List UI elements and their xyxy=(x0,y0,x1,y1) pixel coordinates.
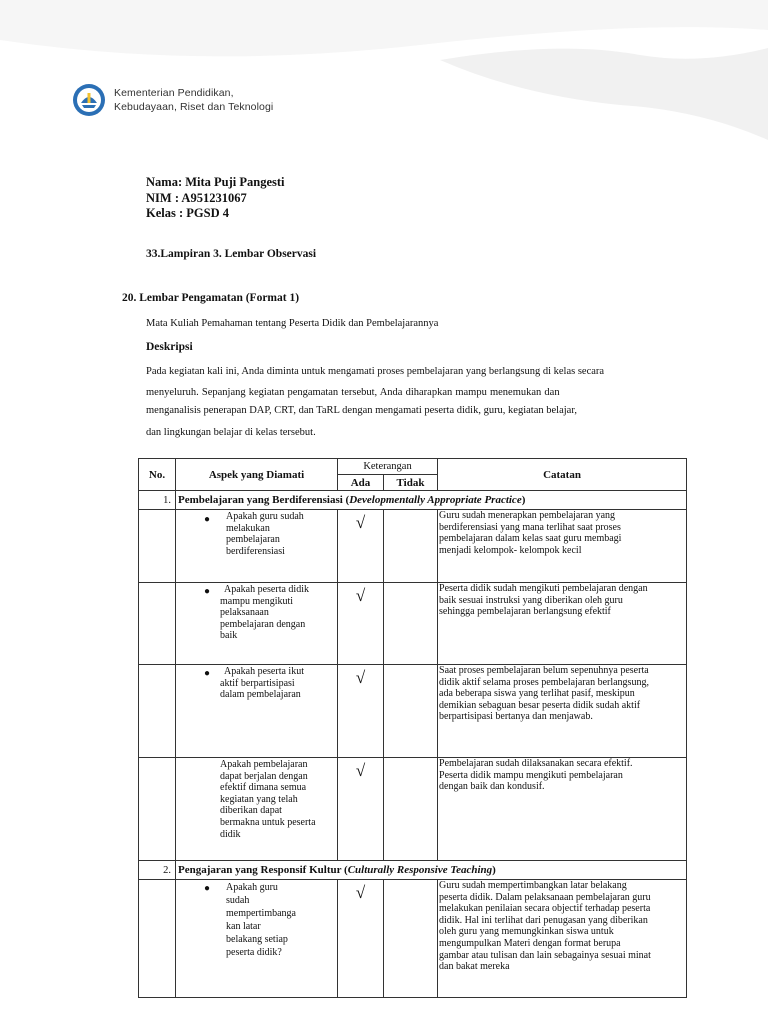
check-icon: √ xyxy=(355,883,366,902)
catatan-cell: Guru sudah menerapkan pembelajaran yang berdiferensiasi yang mana terlihat saat proses pembelajaran dalam kelas saat guru membagi menjadi kelompok- kelompok kecil xyxy=(438,510,687,583)
table-row xyxy=(139,583,687,665)
tut-wuri-handayani-logo-icon xyxy=(72,83,106,117)
section-number: 1. xyxy=(139,491,176,510)
section-row-1 xyxy=(139,491,687,510)
tidak-cell xyxy=(384,665,438,758)
tidak-cell xyxy=(384,510,438,583)
table-row xyxy=(139,665,687,758)
header-decoration xyxy=(0,0,768,140)
header-keterangan: Keterangan xyxy=(338,459,438,475)
check-icon: √ xyxy=(355,668,366,687)
observation-sheet-heading: 20. Lembar Pengamatan (Format 1) xyxy=(122,292,300,304)
table-row xyxy=(139,758,687,861)
catatan-cell: Pembelajaran sudah dilaksanakan secara efektif. Peserta didik mampu mengikuti pembelajaran dengan baik dan kondusif. xyxy=(438,758,687,861)
table-row xyxy=(139,880,687,998)
section-number: 2. xyxy=(139,861,176,880)
aspek-cell xyxy=(176,665,338,758)
tidak-cell xyxy=(384,758,438,861)
header-ada: Ada xyxy=(338,475,384,491)
check-icon: √ xyxy=(355,586,366,605)
ministry-name-line-1: Kementerian Pendidikan, xyxy=(114,87,234,99)
ministry-name-line-2: Kebudayaan, Riset dan Teknologi xyxy=(114,101,274,113)
section-title: Pembelajaran yang Berdiferensiasi (Developmentally Appropriate Practice) xyxy=(176,491,687,510)
catatan-cell: Saat proses pembelajaran belum sepenuhnya peserta didik aktif selama proses pembelajaran berlangsung, ada beberapa siswa yang terlihat pasif, meskipun demikian sebaguan besar peserta didik sudah aktif berpartisipasi bertanya dan menjawab. xyxy=(438,665,687,758)
tidak-cell xyxy=(384,583,438,665)
aspek-cell xyxy=(176,510,338,583)
ada-check-cell xyxy=(338,583,384,665)
aspek-text: Apakah peserta didik mampu mengikuti pelaksanaan pembelajaran dengan baik xyxy=(220,584,309,642)
table-row xyxy=(139,510,687,583)
description-line: Pada kegiatan kali ini, Anda diminta untuk mengamati proses pembelajaran yang berlangsung di kelas secara xyxy=(146,366,605,377)
bullet-icon: ● xyxy=(204,586,211,597)
aspek-cell xyxy=(176,583,338,665)
aspek-text: Apakah guru sudah xyxy=(226,511,304,522)
description-line: menganalisis penerapan DAP, CRT, dan TaRL dengan mengamati peserta didik, guru, kegiatan belajar, xyxy=(146,405,578,416)
student-nim: NIM : A951231067 xyxy=(146,190,247,205)
aspek-text: Apakah guru sudah mempertimbanga kan latar belakang setiap peserta didik? xyxy=(226,882,296,958)
check-icon: √ xyxy=(355,761,366,780)
ada-check-cell xyxy=(338,510,384,583)
header-aspek: Aspek yang Diamati xyxy=(176,459,338,491)
ada-check-cell xyxy=(338,665,384,758)
ada-check-cell xyxy=(338,880,384,998)
observation-table xyxy=(138,458,687,998)
aspek-text: Apakah pembelajaran dapat berjalan dengan efektif dimana semua kegiatan yang telah diberikan dapat bermakna untuk peserta didik xyxy=(220,759,316,840)
aspek-cell xyxy=(176,758,338,861)
student-class: Kelas : PGSD 4 xyxy=(146,206,229,220)
table-header-row xyxy=(139,459,687,475)
section-title: Pengajaran yang Responsif Kultur (Culturally Responsive Teaching) xyxy=(176,861,687,880)
aspek-text-cont: melakukan pembelajaran berdiferensiasi xyxy=(226,522,285,557)
section-row-2 xyxy=(139,861,687,880)
aspek-text: Apakah peserta ikut aktif berpartisipasi dalam pembelajaran xyxy=(220,666,304,701)
bullet-icon: ● xyxy=(204,514,211,525)
description-line: menyeluruh. Sepanjang kegiatan pengamatan tersebut, Anda diharapkan mampu menemukan dan xyxy=(146,387,560,398)
description-heading: Deskripsi xyxy=(146,341,193,353)
header-no: No. xyxy=(139,459,176,491)
tidak-cell xyxy=(384,880,438,998)
description-line: dan lingkungan belajar di kelas tersebut. xyxy=(146,427,316,438)
catatan-cell: Guru sudah mempertimbangkan latar belakang peserta didik. Dalam pelaksanaan pembelajaran guru melakukan penilaian secara objectif terhadap peserta didik. Hal ini terlihat dari penugasan yang diberikan oleh guru yang memungkinkan siswa untuk mengumpulkan Materi dengan format berupa gambar atau tulisan dan lain sebagainya sesuai minat dan bakat mereka xyxy=(438,880,687,998)
student-identity xyxy=(146,175,285,222)
header-tidak: Tidak xyxy=(384,475,438,491)
student-name: Nama: Mita Puji Pangesti xyxy=(146,175,285,189)
aspek-cell xyxy=(176,880,338,998)
check-icon: √ xyxy=(355,513,366,532)
bullet-icon: ● xyxy=(204,668,211,679)
catatan-cell: Peserta didik sudah mengikuti pembelajaran dengan baik sesuai instruksi yang diberikan oleh guru sehingga pembelajaran berlangsung efektif xyxy=(438,583,687,665)
appendix-heading: 33.Lampiran 3. Lembar Observasi xyxy=(146,248,317,260)
ada-check-cell xyxy=(338,758,384,861)
course-name: Mata Kuliah Pemahaman tentang Peserta Didik dan Pembelajarannya xyxy=(146,318,439,329)
ministry-header xyxy=(72,83,273,117)
header-catatan: Catatan xyxy=(438,459,687,491)
bullet-icon: ● xyxy=(204,883,211,894)
